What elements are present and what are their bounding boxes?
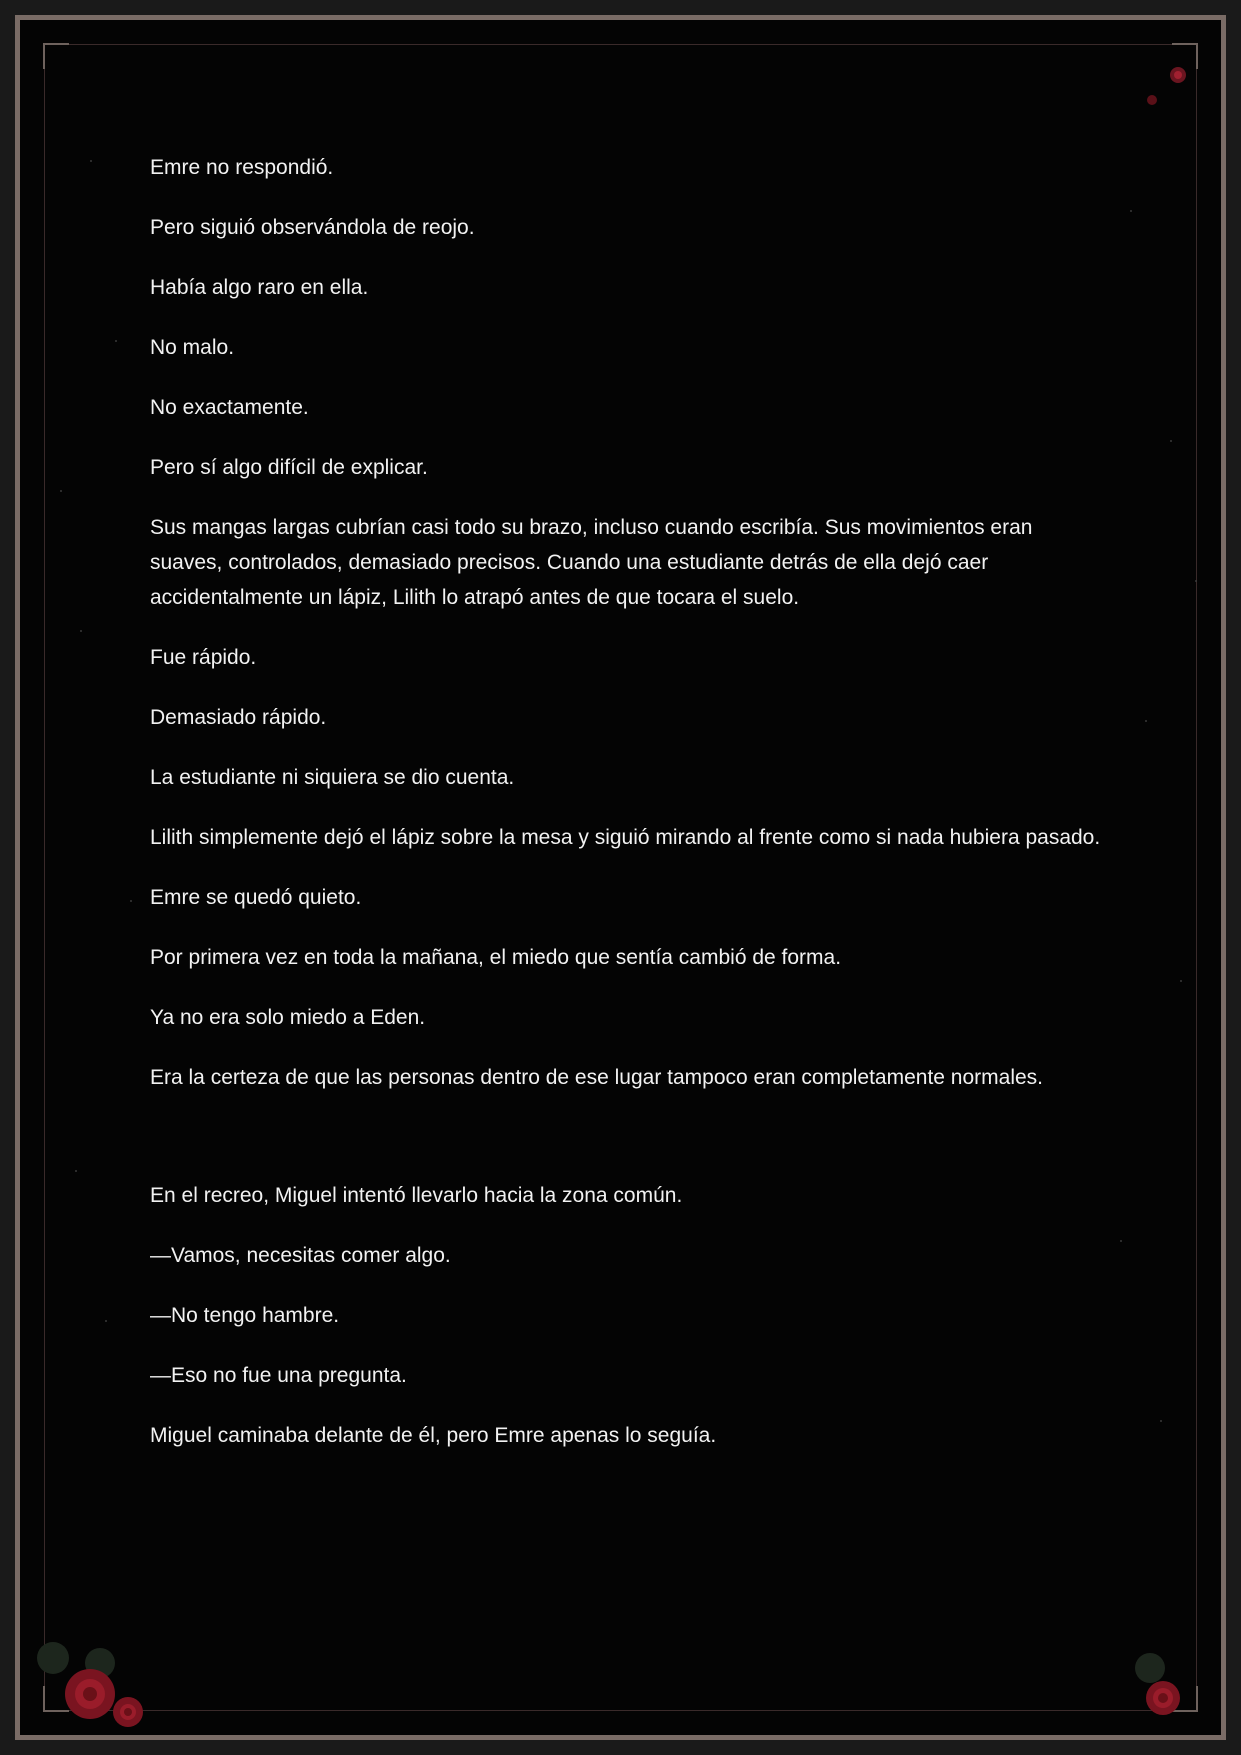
paragraph: Ya no era solo miedo a Eden. bbox=[150, 1006, 426, 1029]
paragraph: En el recreo, Miguel intentó llevarlo hacia la zona común. bbox=[150, 1184, 683, 1207]
page bbox=[15, 15, 1226, 1740]
paragraph: Lilith simplemente dejó el lápiz sobre la mesa y siguió mirando al frente como si nada hubiera pasado. bbox=[150, 826, 1101, 849]
paragraph: Era la certeza de que las personas dentro de ese lugar tampoco eran completamente normales. bbox=[150, 1066, 1044, 1089]
paragraph: No malo. bbox=[150, 336, 235, 359]
paragraph: Emre no respondió. bbox=[150, 156, 334, 179]
paragraph: —Vamos, necesitas comer algo. bbox=[150, 1244, 451, 1267]
paragraph: Por primera vez en toda la mañana, el miedo que sentía cambió de forma. bbox=[150, 946, 842, 969]
document-body bbox=[150, 150, 1110, 1478]
paragraph: Pero sí algo difícil de explicar. bbox=[150, 456, 428, 479]
paragraph: Miguel caminaba delante de él, pero Emre apenas lo seguía. bbox=[150, 1424, 717, 1447]
paragraph: Fue rápido. bbox=[150, 646, 257, 669]
scene-break bbox=[150, 1120, 1110, 1178]
paragraph: —Eso no fue una pregunta. bbox=[150, 1364, 407, 1387]
paragraph: Demasiado rápido. bbox=[150, 706, 327, 729]
paragraph: Sus mangas largas cubrían casi todo su brazo, incluso cuando escribía. Sus movimientos eran suaves, controlados, demasiado precisos. Cuando una estudiante detrás de ella dejó caer accidentalmente un lápiz, Lilith lo atrapó antes de que tocara el suelo. bbox=[150, 516, 1033, 609]
frame-corner-top-left bbox=[43, 43, 69, 69]
rose-icon bbox=[1140, 55, 1200, 115]
paragraph: Pero siguió observándola de reojo. bbox=[150, 216, 475, 239]
paragraph: Emre se quedó quieto. bbox=[150, 886, 362, 909]
rose-cluster-icon bbox=[30, 1630, 170, 1730]
paragraph: Había algo raro en ella. bbox=[150, 276, 369, 299]
paragraph: No exactamente. bbox=[150, 396, 309, 419]
paragraph: —No tengo hambre. bbox=[150, 1304, 340, 1327]
paragraph: La estudiante ni siquiera se dio cuenta. bbox=[150, 766, 515, 789]
rose-icon bbox=[1125, 1645, 1205, 1725]
